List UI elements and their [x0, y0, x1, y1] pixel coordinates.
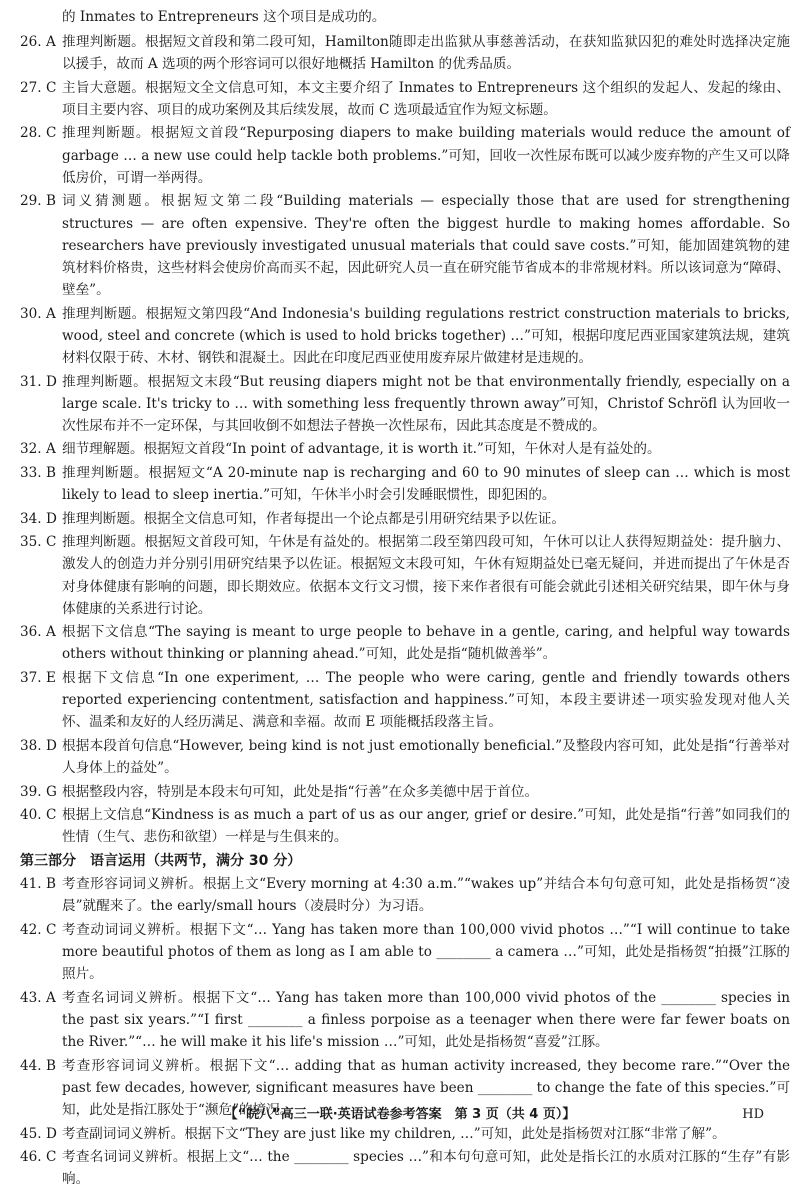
answer-item [20, 667, 790, 734]
answer-explanation: 考查名词词义辨析。根据上文“… the ________ species …”和本句句意可知，此处是指长江的水质对江豚的“生存”有影响。 [62, 1149, 790, 1188]
answer-explanation: 考查动词词义辨析。根据下文“… Yang has taken more than 100,000 vivid photos …”“I will continue to take more beautiful photos of them as long as I am able to ________ a camera …”可知，此处是指杨贺“拍摄”江豚的照片。 [62, 921, 790, 983]
answer-explanation: 根据上文信息“Kindness is as much a part of us as our anger, grief or desire.”可知，此处是指“行善”如同我们的性情（生气、悲伤和欲望）一样是与生俱来的。 [62, 807, 790, 846]
answer-explanation: 根据整段内容，特别是本段末句可知，此处是指“行善”在众多美德中居于首位。 [62, 783, 539, 800]
answer-number: 29. B [20, 193, 56, 210]
answer-item [20, 122, 790, 189]
answer-item [20, 508, 790, 530]
answer-number: 41. B [20, 876, 56, 893]
answer-item [20, 781, 790, 803]
answer-number: 46. C [20, 1149, 57, 1166]
answer-explanation: 推理判断题。根据短文首段“Repurposing diapers to make building materials would reduce the amount of garbage … a new use could help tackle both problems.”可知，回收一次性尿布既可以减少废弃物的产生又可以降低房价，可谓一举两得。 [62, 125, 790, 186]
answer-number: 28. C [20, 125, 57, 142]
answer-number: 30. A [20, 305, 56, 322]
answer-item [20, 438, 790, 460]
answer-explanation: 推理判断题。根据短文首段和第二段可知，Hamilton随即走出监狱从事慈善活动，在获知监狱囚犯的难处时选择决定施以援手，故而 A 选项的两个形容词可以很好地概括 Hamilton 的优秀品质。 [62, 34, 790, 73]
answer-number: 37. E [20, 669, 56, 686]
answer-explanation: 推理判断题。根据短文第四段“And Indonesia's building regulations restrict construction materials to bricks, wood, steel and concrete (which is used to hold bricks together) …”可知，根据印度尼西亚国家建筑法规，建筑材料仅限于砖、木材、钢铁和混凝土。因此在印度尼西亚使用废弃尿片做建材是违规的。 [62, 305, 790, 367]
answer-number: 45. D [20, 1125, 57, 1142]
answer-item [20, 531, 790, 620]
answer-explanation: 考查形容词词义辨析。根据上文“Every morning at 4:30 a.m.”“wakes up”并结合本句句意可知，此处是指杨贺“凌晨”就醒来了。the early/small hours（凌晨时分）为习语。 [62, 876, 790, 915]
answer-number: 31. D [20, 373, 57, 390]
answer-item [20, 462, 790, 506]
answer-item [20, 371, 790, 438]
answer-explanation: 推理判断题。根据短文“A 20-minute nap is recharging and 60 to 90 minutes of sleep can … which is most likely to lead to sleep inertia.”可知，午休半小时会引发睡眠惯性，即犯困的。 [62, 464, 790, 504]
answer-number: 33. B [20, 464, 56, 481]
footer-title: 【“皖八”高三一联·英语试卷参考答案 第 3 页（共 4 页）】 [224, 1107, 576, 1122]
answer-explanation: 推理判断题。根据短文末段“But reusing diapers might not be that environmentally friendly, especially on a large scale. It's tricky to … with something less frequently thrown away”可知，Christof Schröfl 认为回收一次性尿布并不一定环保，与其回收倒不如想法子替换一次性尿布，因此其态度是不赞成的。 [62, 373, 790, 434]
continuation-line: 的 Inmates to Entrepreneurs 这个项目是成功的。 [62, 9, 386, 25]
answer-item [20, 1146, 790, 1190]
answer-item [20, 190, 790, 301]
answer-number: 42. C [20, 921, 57, 938]
answer-explanation: 推理判断题。根据短文首段可知，午休是有益处的。根据第二段至第四段可知，午休可以让人获得短期益处：提升脑力、激发人的创造力并分别引用研究结果予以佐证。根据短文末段可知，午休有短期益处已毫无疑问，并进而提出了午休是否对身体健康有影响的问题，即长期效应。依据本文行文习惯，接下来作者很有可能会就此引述相关研究结果，即午休与身体健康的关系进行讨论。 [62, 534, 790, 617]
section-heading: 第三部分 语言运用（共两节，满分 30 分） [20, 852, 302, 869]
answer-item [20, 919, 790, 986]
answer-item [20, 804, 790, 848]
answer-list [20, 31, 790, 1192]
answer-item [20, 77, 790, 121]
answer-explanation: 考查形容词词义辨析。根据下文“… adding that as human activity increased, they become rare.”“Over the past few decades, however, significant measures have been ________ to change the fate of this species.”可知，此处是指江豚处于“濒危”的境况。 [62, 1057, 790, 1119]
answer-item [20, 735, 790, 779]
page-footer [0, 1104, 800, 1126]
answer-number: 26. A [20, 34, 56, 50]
answer-item [20, 303, 790, 370]
answer-number: 35. C [20, 534, 57, 551]
answer-number: 40. C [20, 807, 57, 824]
answer-number: 27. C [20, 79, 57, 96]
answer-explanation: 根据本段首句信息“However, being kind is not just emotionally beneficial.”及整段内容可知，此处是指“行善举对人身体上的益处”。 [62, 737, 790, 777]
answer-explanation: 词义猜测题。根据短文第二段“Building materials — especially those that are used for strengthening structures — are often expensive. They're often the biggest hurdle to making homes affordable. So researchers have previously investigated unusual materials that could save costs.”可知，能加固建筑物的建筑材料价格贵，这些材料会使房价高而买不起，因此研究人员一直在研究能节省成本的非常规材料。所以该词意为“障碍、壁垒”。 [62, 193, 790, 299]
answer-item [20, 1123, 790, 1145]
answer-number: 39. G [20, 783, 57, 800]
answer-explanation: 主旨大意题。根据短文全文信息可知，本文主要介绍了 Inmates to Entrepreneurs 这个组织的发起人、发起的缘由、项目主要内容、项目的成功案例及其后续发展，故而 C 选项最适宜作为短文标题。 [62, 79, 790, 118]
answer-number: 34. D [20, 510, 57, 527]
answer-number: 36. A [20, 624, 56, 641]
answer-item [20, 31, 790, 75]
footer-code: HD [742, 1107, 764, 1122]
answer-explanation: 考查名词词义辨析。根据下文“… Yang has taken more than 100,000 vivid photos of the ________ species in the past six years.”“I first ________ a finless porpoise as a teenager when there were far fewer boats on the River.”“… he will make it his life's mission …”可知，此处是指杨贺“喜爱”江豚。 [62, 989, 790, 1051]
answer-number: 32. A [20, 441, 56, 458]
answer-item [20, 621, 790, 665]
answer-item [20, 987, 790, 1054]
answer-explanation: 考查副词词义辨析。根据下文“They are just like my children, …”可知，此处是指杨贺对江豚“非常了解”。 [62, 1125, 726, 1142]
answer-explanation: 推理判断题。根据全文信息可知，作者每提出一个论点都是引用研究结果予以佐证。 [62, 510, 565, 527]
answer-explanation: 根据下文信息“In one experiment, … The people who were caring, gentle and friendly towards others reported experiencing contentment, satisfaction and happiness.”可知，本段主要讲述一项实验发现对他人关怀、温柔和友好的人经历满足、满意和幸福。故而 E 项能概括段落主旨。 [62, 669, 790, 731]
answer-explanation: 细节理解题。根据短文首段“In point of advantage, it is worth it.”可知，午休对人是有益处的。 [62, 441, 661, 458]
answer-number: 38. D [20, 737, 57, 754]
answer-number: 44. B [20, 1057, 56, 1074]
answer-explanation: 根据下文信息“The saying is meant to urge people to behave in a gentle, caring, and helpful way towards others without thinking or planning ahead.”可知，此处是指“随机做善举”。 [62, 624, 790, 663]
answer-item [20, 873, 790, 917]
answer-number: 43. A [20, 989, 56, 1006]
